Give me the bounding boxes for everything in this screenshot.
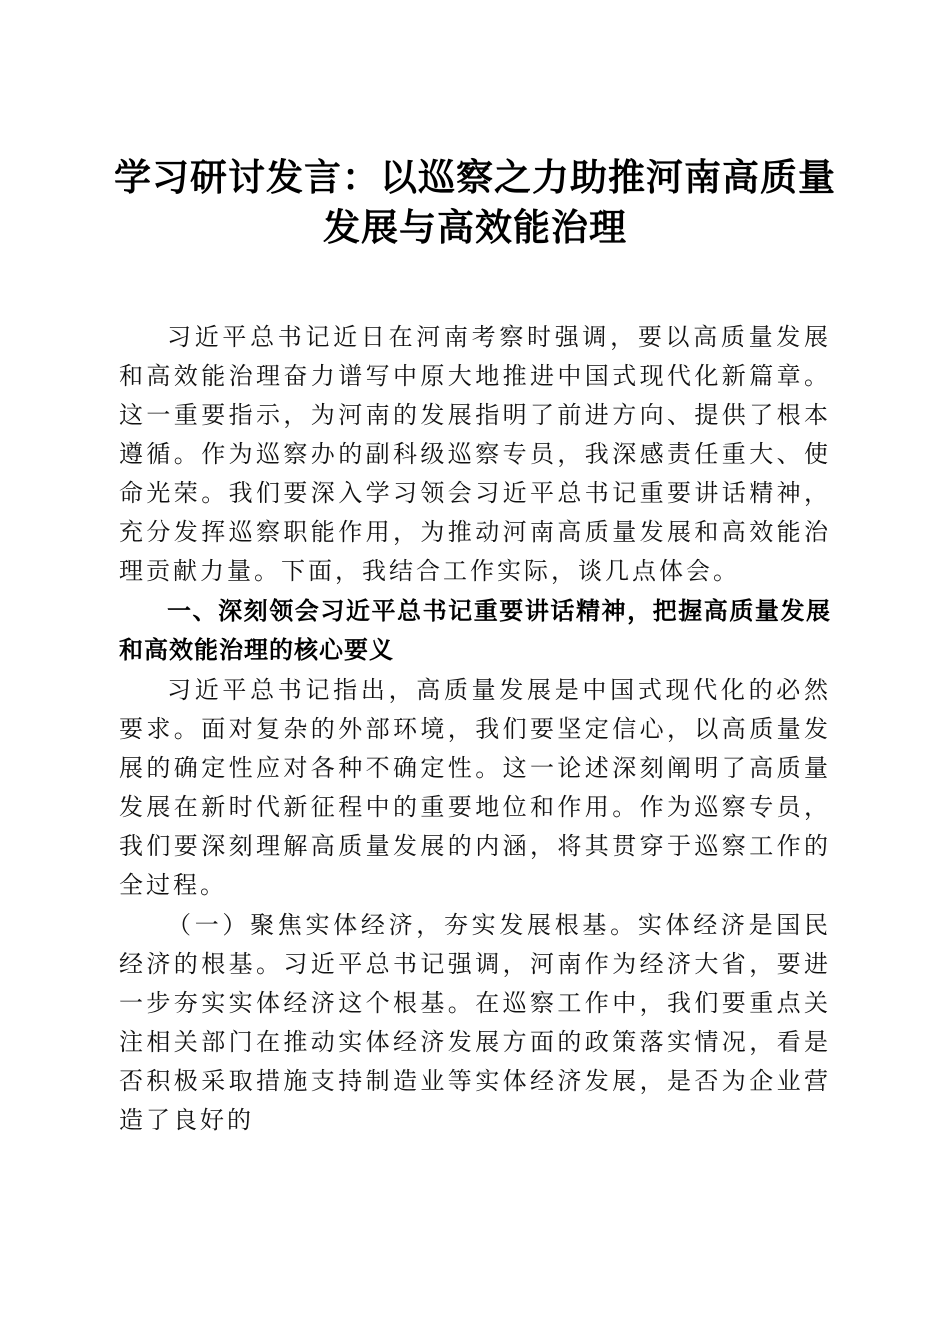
document-body — [119, 318, 831, 1141]
subsection-1-paragraph — [119, 906, 831, 1140]
subsection-1-lead: （一）聚焦实体经济，夯实发展根基。 — [167, 911, 638, 939]
intro-paragraph: 习近平总书记近日在河南考察时强调，要以高质量发展和高效能治理奋力谱写中原大地推进中国式现代化新篇章。这一重要指示，为河南的发展指明了前进方向、提供了根本遵循。作为巡察办的副科级巡察专员，我深感责任重大、使命光荣。我们要深入学习领会习近平总书记重要讲话精神，充分发挥巡察职能作用，为推动河南高质量发展和高效能治理贡献力量。下面，我结合工作实际，谈几点体会。 — [119, 323, 831, 585]
document-title: 学习研讨发言：以巡察之力助推河南高质量发展与高效能治理 — [114, 155, 836, 249]
subsection-1-body: 实体经济是国民经济的根基。习近平总书记强调，河南作为经济大省，要进一步夯实实体经济这个根基。在巡察工作中，我们要重点关注相关部门在推动实体经济发展方面的政策落实情况，看是否积极采取措施支持制造业等实体经济发展，是否为企业营造了良好的 — [119, 911, 832, 1134]
section-1-paragraph: 习近平总书记指出，高质量发展是中国式现代化的必然要求。面对复杂的外部环境，我们要坚定信心，以高质量发展的确定性应对各种不确定性。这一论述深刻阐明了高质量发展在新时代新征程中的重要地位和作用。作为巡察专员，我们要深刻理解高质量发展的内涵，将其贯穿于巡察工作的全过程。 — [119, 676, 831, 899]
section-heading-1: 一、深刻领会习近平总书记重要讲话精神，把握高质量发展和高效能治理的核心要义 — [119, 597, 831, 664]
